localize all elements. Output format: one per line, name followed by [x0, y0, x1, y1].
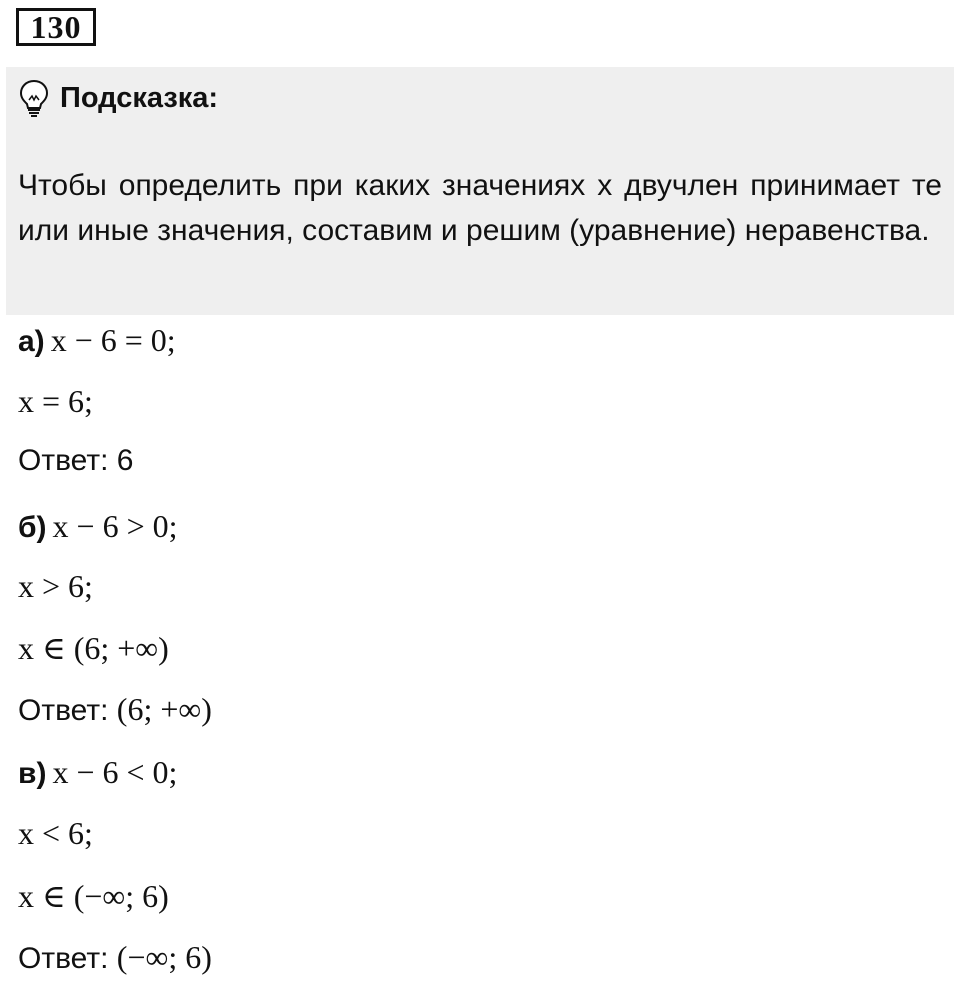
part-b-step: x > 6;: [18, 568, 93, 604]
part-a-equation-line: [18, 320, 176, 360]
part-b-answer-value: (6; +∞): [116, 691, 212, 727]
part-b-interval: x ∈ (6; +∞): [18, 630, 169, 666]
hint-panel: [6, 67, 954, 315]
part-c-answer-label: Ответ:: [18, 942, 109, 975]
problem-number: 130: [16, 8, 96, 46]
part-c-step: x < 6;: [18, 815, 93, 851]
hint-header: [18, 79, 218, 117]
part-c-equation-line: [18, 752, 177, 792]
part-a-step: x = 6;: [18, 383, 93, 419]
part-c-label: в): [18, 757, 47, 790]
hint-title: Подсказка:: [60, 81, 219, 114]
lightbulb-icon: [18, 79, 50, 117]
part-b-equation-line: [18, 506, 178, 546]
part-a-answer: Ответ: 6: [18, 444, 134, 477]
hint-text: Чтобы определить при каких значениях x двучлен принимает те или иные значения, составим и решим (уравнение) неравенства.: [18, 169, 942, 247]
part-c-answer-value: (−∞; 6): [116, 939, 212, 975]
part-a-equation: x − 6 = 0;: [50, 322, 176, 358]
part-a-label: а): [18, 325, 45, 358]
part-c-equation: x − 6 < 0;: [52, 754, 178, 790]
part-b-answer-label: Ответ:: [18, 694, 109, 727]
part-c-answer-line: [18, 937, 212, 977]
part-b-answer-line: [18, 689, 212, 729]
part-b-equation: x − 6 > 0;: [52, 508, 178, 544]
part-c-interval: x ∈ (−∞; 6): [18, 878, 169, 914]
part-b-label: б): [18, 511, 47, 544]
